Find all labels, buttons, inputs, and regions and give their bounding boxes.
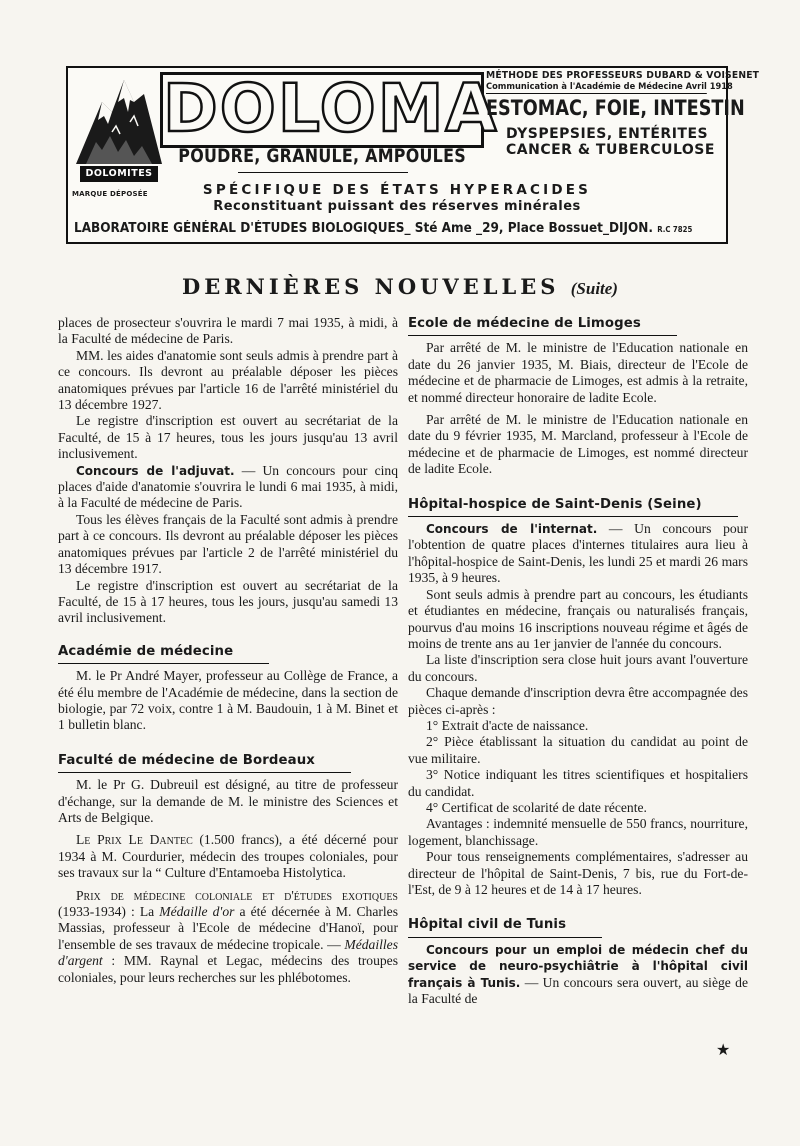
list-item: 3° Notice indiquant les titres scientifiques et hospitaliers du candidat. — [408, 767, 748, 799]
ad-right-panel — [486, 70, 760, 158]
paragraph: M. le Pr André Mayer, professeur au Collège de France, a été élu membre de l'Académie de médecine, dans la section de biologie, par 72 voix, contre 1 à M. Baudouin, 1 à M. Binet et 1 bulletin blanc. — [58, 668, 398, 733]
diseases-line-2: CANCER & TUBERCULOSE — [506, 142, 715, 158]
paragraph — [58, 463, 398, 512]
paragraph: Sont seuls admis à prendre part au concours, les étudiants et étudiantes en médecine, français ou naturalisés français, pourvus d'au moins 16 inscriptions nouveau régime et âgés de moins de trente ans au 1er janvier de l'année du concours. — [408, 586, 748, 651]
section-heading-tunis: Hôpital civil de Tunis — [408, 917, 602, 937]
reconstituant-line: Reconstituant puissant des réserves minérales — [213, 199, 581, 214]
right-column — [408, 315, 748, 1007]
list-item: 4° Certificat de scolarité de date récente. — [426, 799, 647, 815]
prize-name: Prix de médecine coloniale et d'études exotiques — [76, 887, 398, 903]
prize-name: Le Prix Le Dantec — [76, 832, 193, 848]
title-text: DERNIÈRES NOUVELLES — [182, 274, 560, 299]
page-title — [0, 274, 800, 299]
paragraph-text: (1933-1934) : La — [58, 904, 160, 919]
section-heading-limoges: Ecole de médecine de Limoges — [408, 316, 677, 336]
paragraph: Le registre d'inscription est ouvert au secrétariat de la Faculté, de 15 à 17 heures, tous les jours, jusqu'au samedi 13 avril inclusivement. — [58, 577, 398, 626]
brand-title: DOLOMA — [160, 72, 484, 148]
paragraph: La liste d'inscription sera close huit jours avant l'ouverture du concours. — [408, 652, 748, 684]
diseases-line-1: DYSPEPSIES, ENTÉRITES — [506, 126, 709, 142]
logo-label: DOLOMITES — [80, 166, 158, 182]
paragraph — [58, 832, 398, 881]
section-heading-saint-denis: Hôpital-hospice de Saint-Denis (Seine) — [408, 497, 738, 517]
inline-heading: Concours de l'adjuvat. — [76, 463, 235, 478]
medal-name: Médaille d'or — [159, 904, 235, 919]
specific-line: SPÉCIFIQUE DES ÉTATS HYPERACIDES — [202, 182, 592, 198]
paragraph-text: — Un concours pour cinq places d'aide d'anatomie s'ouvrira le lundi 6 mai 1935, à midi, à la Faculté de médecine de Paris. — [58, 462, 399, 511]
laboratory-address: LABORATOIRE GÉNÉRAL D'ÉTUDES BIOLOGIQUES_ Sté Ame _29, Place Bossuet_DIJON. — [74, 221, 654, 236]
paragraph — [408, 942, 748, 1008]
paragraph: Avantages : indemnité mensuelle de 550 francs, nourriture, logement, blanchissage. — [408, 816, 748, 848]
paragraph: Tous les élèves français de la Faculté sont admis à prendre part à ce concours. Ils devront au préalable déposer les pièces anatomiques prévues par l'article 2 de l'arrêté ministériel du 13 décembre 1917. — [58, 511, 398, 577]
paragraph-text: : MM. Raynal et Legac, médecins des troupes coloniales, pour leurs recherches sur les phlébotomes. — [58, 953, 398, 985]
paragraph: MM. les aides d'anatomie sont seuls admis à prendre part à ce concours. Ils devront au préalable déposer les pièces anatomiques prévues par l'article 16 de l'arrêté ministériel du 13 décembre 1927. — [58, 347, 398, 413]
laboratory-line — [74, 221, 692, 236]
mountain-logo — [72, 72, 164, 180]
doloma-advertisement — [66, 66, 760, 244]
paragraph: M. le Pr G. Dubreuil est désigné, au titre de professeur d'échange, sur la demande de M. le ministre des Sciences et Arts de Belgique. — [58, 777, 398, 825]
paragraph-text: — Un concours pour l'obtention de quatre places d'internes titulaires aura lieu à l'hôpital-hospice de Saint-Denis, les lundi 25 et mardi 26 mars 1935, à 9 heures. — [408, 521, 748, 586]
paragraph: Chaque demande d'inscription devra être accompagnée des pièces ci-après : — [408, 685, 748, 717]
paragraph-text: a été décernée à M. Charles Massias, professeur à l'Ecole de médecine d'Hanoï, pour l'ensemble de ses travaux de médecine tropicale. — — [58, 904, 398, 952]
method-line: MÉTHODE DES PROFESSEURS DUBARD & VOISENET — [486, 70, 760, 81]
paragraph — [408, 521, 748, 587]
paragraph: Par arrêté de M. le ministre de l'Education nationale en date du 26 janvier 1935, M. Biais, directeur de l'Ecole de médecine et de pharmacie de Limoges, est admis à la retraite, et nommé directeur honoraire de ladite Ecole. — [408, 340, 748, 405]
star-icon: ★ — [716, 1042, 731, 1059]
list-item: 1° Extrait d'acte de naissance. — [426, 717, 589, 733]
paragraph: Pour tous renseignements complémentaires, s'adresser au directeur de l'hôpital de Saint-Denis, 7 bis, rue du Fort-de-l'Est, de 9 à 12 heures et de 14 à 17 heures. — [408, 849, 748, 897]
paragraph: Le registre d'inscription est ouvert au secrétariat de la Faculté, de 15 à 17 heures, tous les jours jusqu'au 13 avril inclusivement. — [58, 413, 398, 462]
organs-line: ESTOMAC, FOIE, INTESTIN — [486, 96, 745, 120]
communication-line: Communication à l'Académie de Médecine Avril 1918 — [486, 82, 733, 92]
section-heading-bordeaux: Faculté de médecine de Bordeaux — [58, 753, 351, 773]
paragraph: Par arrêté de M. le ministre de l'Education nationale en date du 9 février 1935, M. Marcland, professeur à l'Ecole de médecine et de pharmacie de Limoges, est nommé directeur de ladite Ecole. — [408, 412, 748, 477]
mountain-icon — [72, 72, 164, 168]
section-heading-academie: Académie de médecine — [58, 644, 269, 664]
title-suite: (Suite) — [570, 279, 618, 298]
paragraph — [58, 888, 398, 986]
trademark-notice: MARQUE DÉPOSÉE — [72, 190, 148, 198]
product-forms: POUDRE, GRANULÉ, AMPOULES — [178, 146, 466, 167]
inline-heading: Concours de l'internat. — [426, 522, 598, 537]
paragraph-text: — Un concours sera ouvert, au siège de la Faculté de — [408, 974, 748, 1007]
list-item: 2° Pièce établissant la situation du candidat au point de vue militaire. — [408, 734, 748, 766]
medal-name: Médailles d'argent — [58, 936, 398, 969]
divider — [238, 172, 408, 173]
registry-number: R.C 7825 — [657, 225, 693, 234]
inline-heading: Concours pour un emploi de médecin chef du service de neuro-psychiâtrie à l'hôpital civil français à Tunis. — [408, 942, 748, 990]
paragraph: places de prosecteur s'ouvrira le mardi 7 mai 1935, à midi, à la Faculté de médecine de Paris. — [58, 315, 398, 347]
left-column — [58, 315, 398, 986]
paragraph-text: (1.500 francs), a été décerné pour 1934 à M. Courdurier, médecin des troupes coloniales, pour ses travaux sur la “ Culture d'Entamoeba Histolytica. — [58, 832, 399, 881]
